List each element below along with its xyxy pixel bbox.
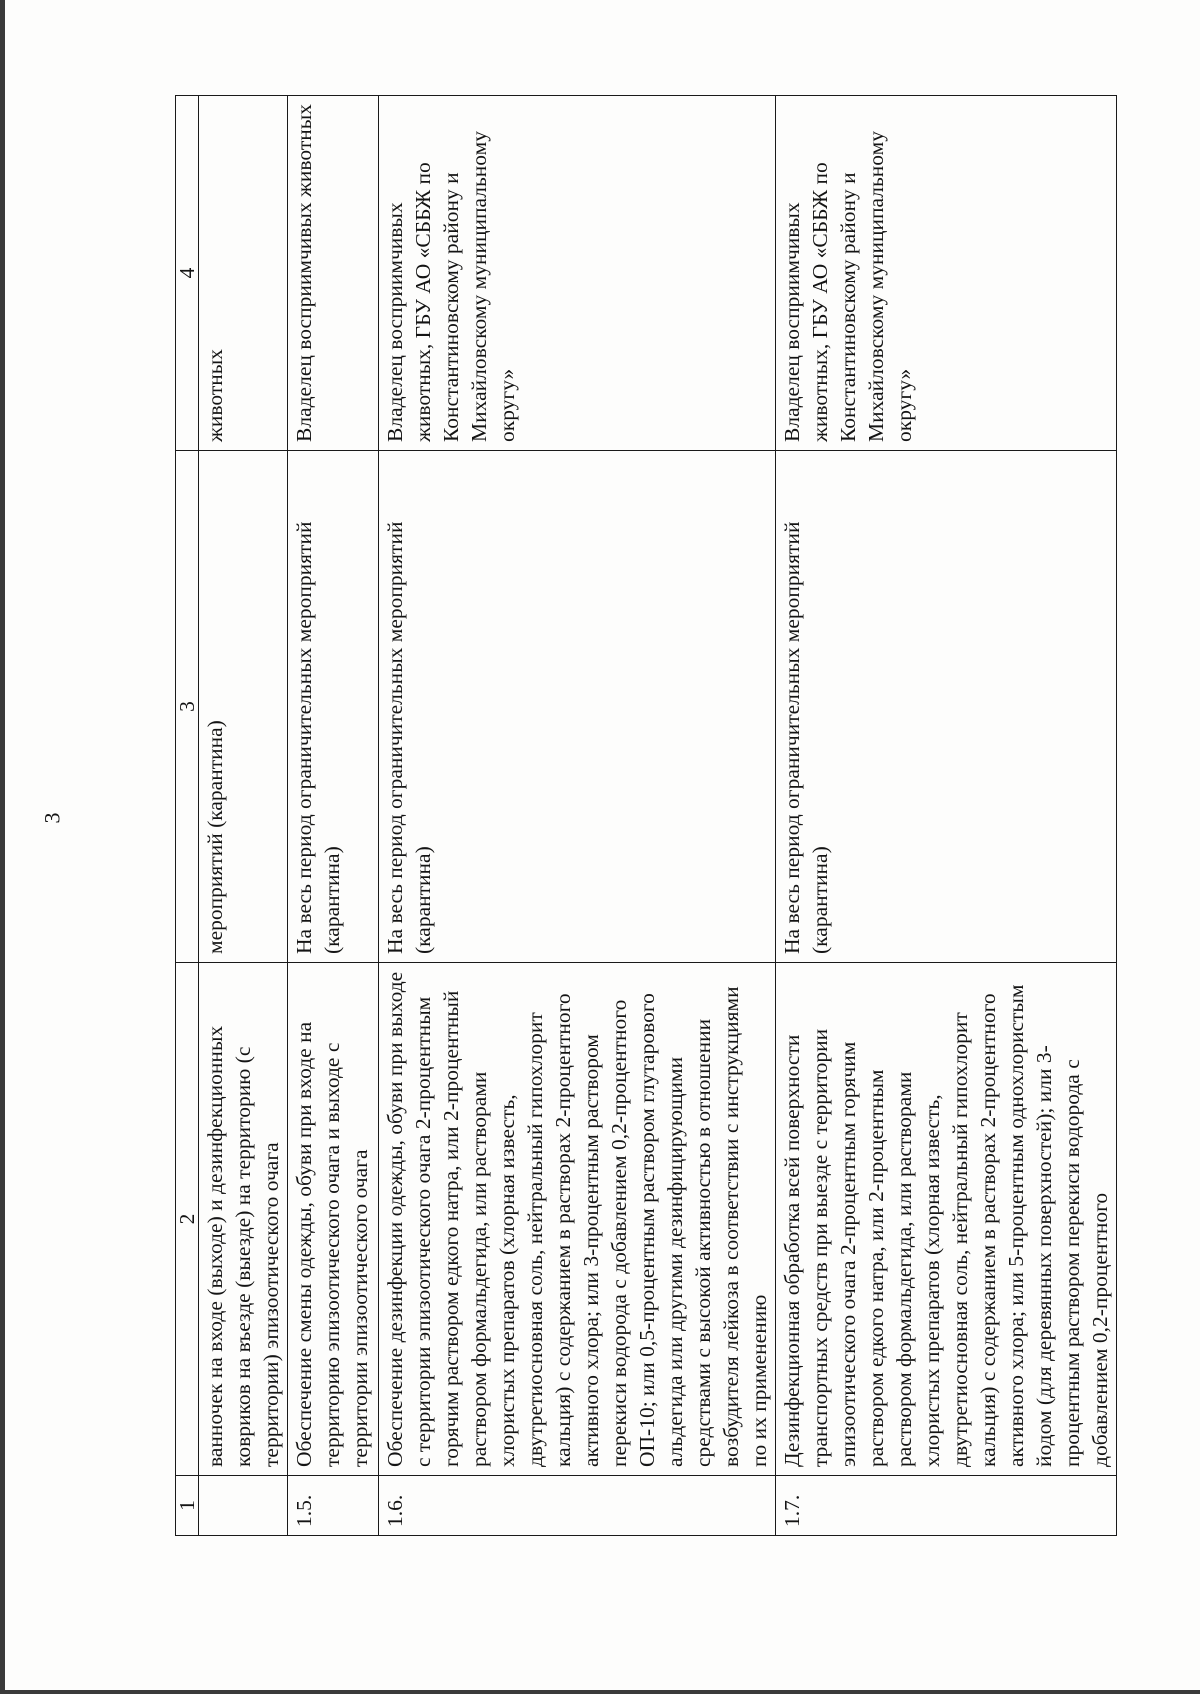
- header-col-1: 1: [176, 1476, 199, 1536]
- measure-cell: [288, 963, 379, 1476]
- period-text: На весь период ограничительных мероприятий (карантина): [383, 521, 435, 954]
- page-number: 3: [39, 812, 65, 824]
- rotated-table-container: [175, 96, 1112, 1536]
- header-col-2: 2: [176, 963, 199, 1476]
- period-cell: [776, 451, 1117, 963]
- responsible-text: Владелец восприимчивых животных, ГБУ АО «СББЖ по Константиновскому району и Михайловскому муниципальному округу»: [383, 131, 519, 442]
- table-row: [776, 96, 1117, 1536]
- period-cell: [288, 451, 379, 963]
- row-number: 1.7.: [776, 1476, 1117, 1536]
- responsible-cell: [776, 96, 1117, 451]
- table-header-row: [176, 96, 199, 1536]
- period-text: На весь период ограничительных мероприятий (карантина): [780, 521, 832, 954]
- table-row: [199, 96, 288, 1536]
- responsible-text: Владелец восприимчивых животных: [292, 104, 316, 442]
- row-number: 1.6.: [379, 1476, 776, 1536]
- measures-table: [175, 95, 1117, 1536]
- period-text: На весь период ограничительных мероприятий (карантина): [292, 521, 344, 954]
- row-number: 1.5.: [288, 1476, 379, 1536]
- measure-text: ванночек на входе (выходе) и дезинфекционных ковриков на въезде (выезде) на территорию (с территории) эпизоотического очага: [203, 1025, 283, 1467]
- measure-text: Дезинфекционная обработка всей поверхности транспортных средств при выезде с территории эпизоотического очага 2-процентным горячим раствором едкого натра, или 2-процентным раствором формальдегида, или растворами хлористых препаратов (хлорная известь, двутретиосновная соль, нейтральный гипохлорит кальция) с содержанием в растворах 2-процентного активного хлора; или 5-процентным однохлористым йодом (для деревянных поверхностей); или 3-процентным раствором перекиси водорода с добавлением 0,2-процентного: [780, 984, 1112, 1467]
- period-text: мероприятий (карантина): [203, 720, 227, 954]
- responsible-cell: [288, 96, 379, 451]
- header-col-4: 4: [176, 96, 199, 451]
- measure-text: Обеспечение дезинфекции одежды, обуви при выходе с территории эпизоотического очага 2-процентным горячим раствором едкого натра, или 2-процентный раствором формальдегида, или растворами хлористых препаратов (хлорная известь, двутретиосновная соль, нейтральный гипохлорит кальция) с содержанием в растворах 2-процентного активного хлора; или 3-процентным раствором перекиси водорода с добавлением 0,2-процентного ОП-10; или 0,5-процентным раствором глутарового альдегида или другими дезинфицирующими средствами с высокой активностью в отношении возбудителя лейкоза в соответствии с инструкциями по их применению: [383, 971, 771, 1467]
- row-number: [199, 1476, 288, 1536]
- header-col-3: 3: [176, 451, 199, 963]
- responsible-cell: [379, 96, 776, 451]
- scan-edge-left: [0, 0, 5, 1694]
- table-row: [379, 96, 776, 1536]
- table-row: [288, 96, 379, 1536]
- responsible-cell: [199, 96, 288, 451]
- responsible-text: Владелец восприимчивых животных, ГБУ АО «СББЖ по Константиновскому району и Михайловскому муниципальному округу»: [780, 131, 916, 442]
- measure-cell: [199, 963, 288, 1476]
- responsible-text: животных: [203, 349, 227, 442]
- scan-edge-bottom: [0, 1690, 1200, 1694]
- measure-text: Обеспечение смены одежды, обуви при входе на территорию эпизоотического очага и выходе с территории эпизоотического очага: [292, 1021, 372, 1467]
- measure-cell: [379, 963, 776, 1476]
- period-cell: [379, 451, 776, 963]
- measure-cell: [776, 963, 1117, 1476]
- period-cell: [199, 451, 288, 963]
